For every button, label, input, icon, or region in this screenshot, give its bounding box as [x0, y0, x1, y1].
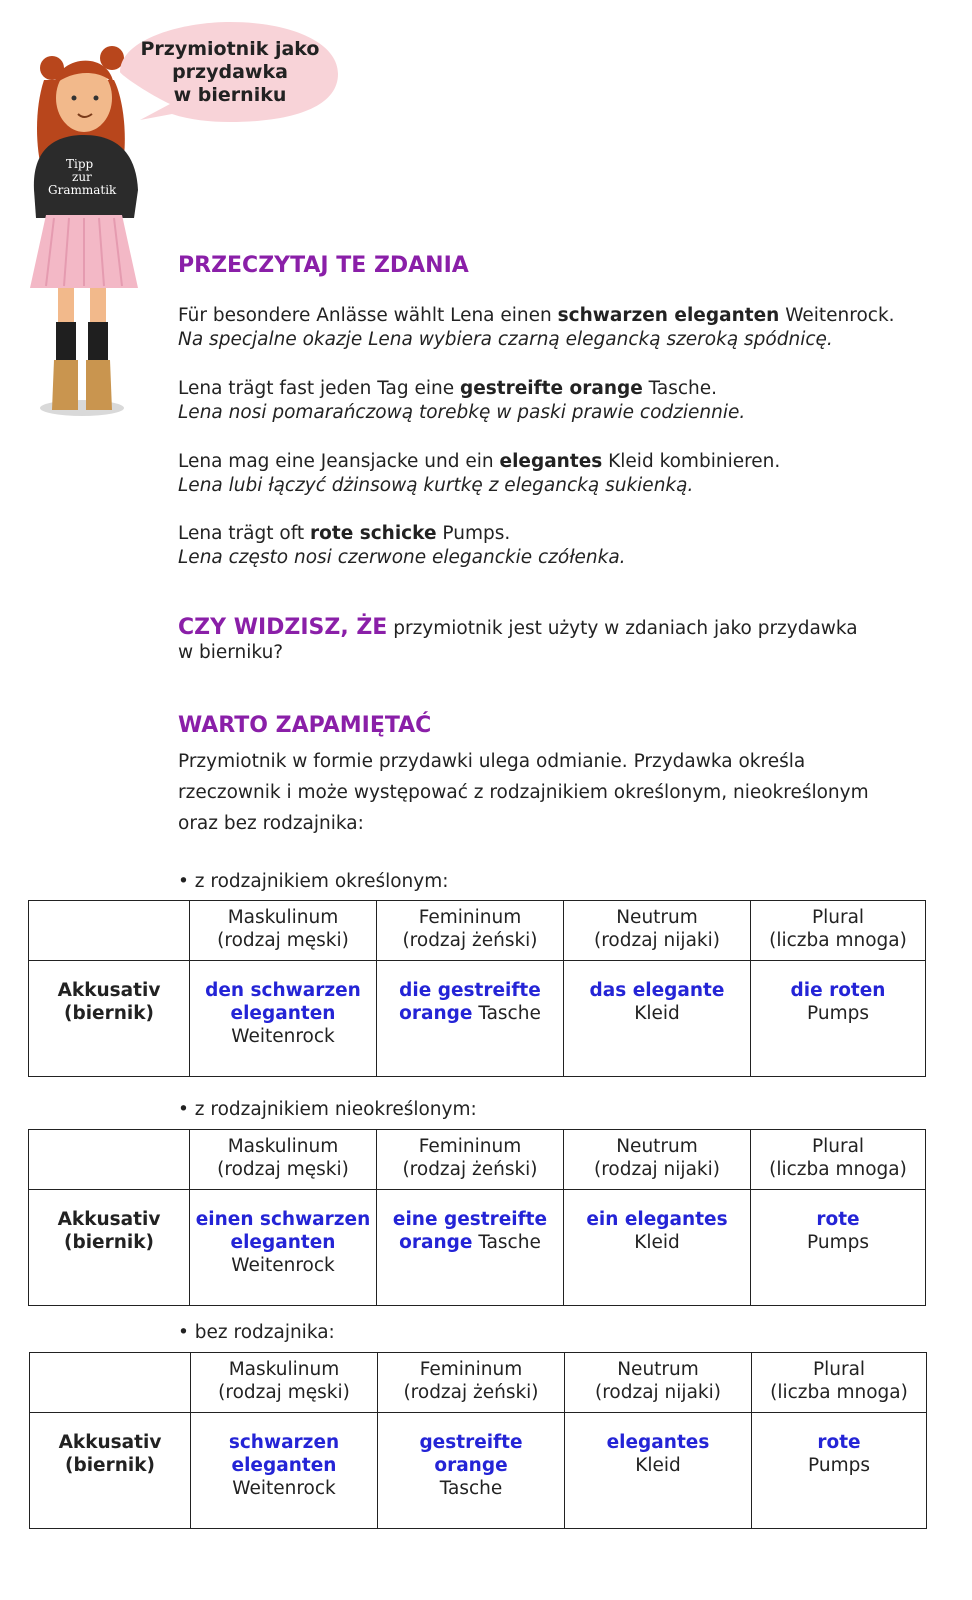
read-title: PRZECZYTAJ TE ZDANIA: [178, 253, 469, 278]
table-no-article: Maskulinum (rodzaj męski) Femininum (rodzaj żeński) Neutrum (rodzaj nijaki) Plural (liczba mnoga) Akkusativ (biernik) schwarzen eleganten Weitenrock gestreifte orange Tasche elegantes Kleid rote Pumps: [29, 1352, 927, 1529]
eye-left: [72, 96, 77, 101]
table-indefinite: Maskulinum (rodzaj męski) Femininum (rodzaj żeński) Neutrum (rodzaj nijaki) Plural (liczba mnoga) Akkusativ (biernik) einen schwarzen eleganten Weitenrock eine gestreifte orange Tasche ein elegantes Kleid rote Pumps: [28, 1129, 926, 1306]
remember-text: Przymiotnik w formie przydawki ulega odmianie. Przydawka określa rzeczownik i może występować z rodzajnikiem określonym, nieokreślonym oraz bez rodzajnika:: [178, 751, 869, 834]
sentence-4: Lena trägt oft rote schicke Pumps. Lena często nosi czerwone eleganckie czółenka.: [178, 523, 626, 568]
bullet-no-article: • bez rodzajnika:: [178, 1322, 335, 1343]
boot-left: [52, 360, 78, 410]
sentence-3: Lena mag eine Jeansjacke und ein elegantes Kleid kombinieren. Lena lubi łączyć dżinsową kurtkę z elegancką sukienką.: [178, 451, 781, 496]
remember-title: WARTO ZAPAMIĘTAĆ: [178, 713, 432, 738]
bubble-text: Przymiotnik jako przydawka w bierniku: [140, 38, 320, 106]
sock-right: [88, 322, 108, 364]
bullet-definite: • z rodzajnikiem określonym:: [178, 871, 449, 892]
sentence-1: Für besondere Anlässe wählt Lena einen schwarzen eleganten Weitenrock. Na specjalne okazje Lena wybiera czarną elegancką szeroką spódnicę.: [178, 305, 895, 350]
boot-right: [86, 360, 112, 410]
jacket-text-3: Grammatik: [48, 183, 117, 197]
jacket-text-2: zur: [72, 170, 92, 184]
jacket-text-1: Tipp: [66, 157, 94, 171]
see-title: CZY WIDZISZ, ŻE: [178, 615, 388, 640]
bullet-indefinite: • z rodzajnikiem nieokreślonym:: [178, 1099, 477, 1120]
table-definite: Maskulinum (rodzaj męski) Femininum (rodzaj żeński) Neutrum (rodzaj nijaki) Plural (liczba mnoga) Akkusativ (biernik) den schwarzen eleganten Weitenrock die gestreifte orange Tasche das elegante Kleid die roten Pumps: [28, 900, 926, 1077]
sentence-2: Lena trägt fast jeden Tag eine gestreifte orange Tasche. Lena nosi pomarańczową torebkę w paski prawie codziennie.: [178, 378, 746, 423]
sock-left: [56, 322, 76, 364]
see-section: CZY WIDZISZ, ŻE przymiotnik jest użyty w zdaniach jako przydawka w bierniku?: [178, 615, 858, 663]
eye-right: [94, 96, 99, 101]
